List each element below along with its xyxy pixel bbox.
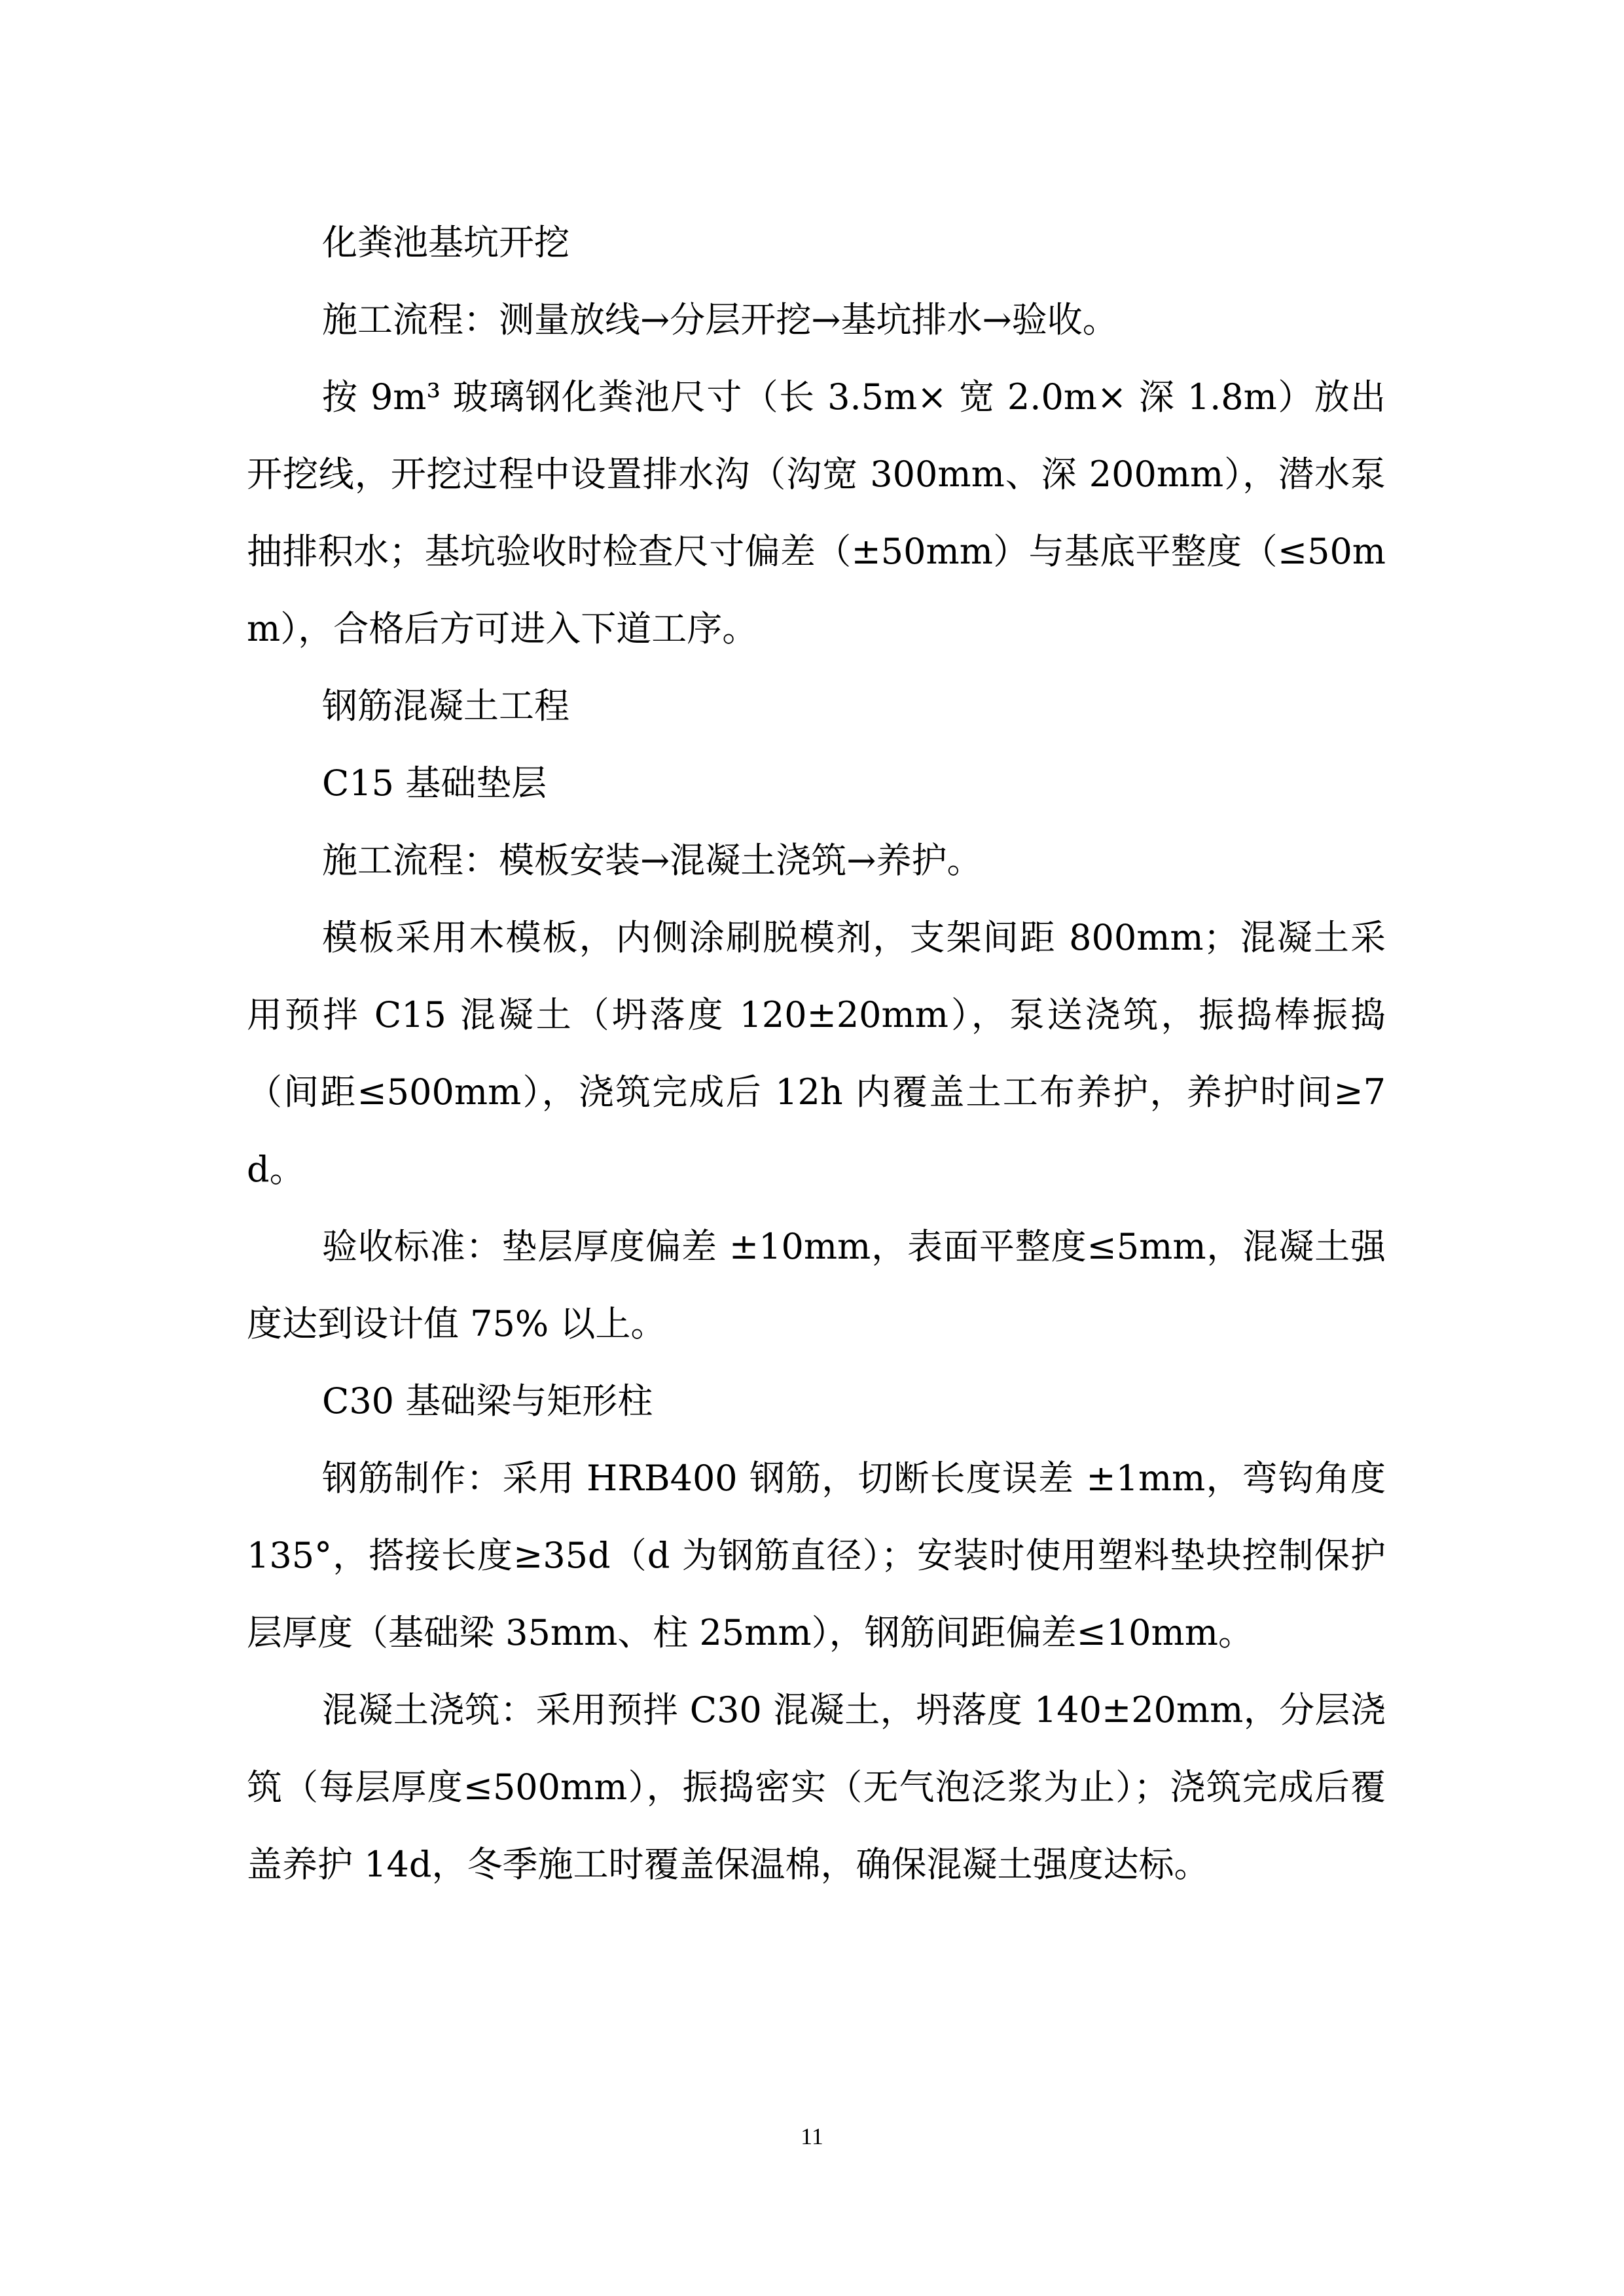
- excavation-details-paragraph: 按 9m³ 玻璃钢化粪池尺寸（长 3.5m× 宽 2.0m× 深 1.8m）放出开挖线，开挖过程中设置排水沟（沟宽 300mm、深 200mm），潜水泵抽排积水；基坑验收时检查尺寸偏差（±50mm）与基底平整度（≤50mm），合格后方可进入下道工序。: [247, 376, 1386, 649]
- section-heading-reinforced-concrete: 钢筋混凝土工程: [322, 685, 569, 726]
- cushion-process-flow: 施工流程：模板安装→混凝土浇筑→养护。: [322, 840, 983, 881]
- subheading-c15-cushion: C15 基础垫层: [322, 762, 547, 804]
- rebar-fabrication-paragraph: 钢筋制作：采用 HRB400 钢筋，切断长度误差 ±1mm，弯钩角度135°，搭接长度≥35d（d 为钢筋直径）；安装时使用塑料垫块控制保护层厚度（基础梁 35mm、柱 25mm），钢筋间距偏差≤10mm。: [247, 1458, 1386, 1653]
- page-number: 11: [801, 2123, 823, 2149]
- document-body: [247, 204, 1386, 1903]
- excavation-process-flow: 施工流程：测量放线→分层开挖→基坑排水→验收。: [322, 299, 1118, 340]
- subheading-c30-beam-column: C30 基础梁与矩形柱: [322, 1380, 653, 1422]
- cushion-acceptance-paragraph: 验收标准：垫层厚度偏差 ±10mm，表面平整度≤5mm，混凝土强度达到设计值 75% 以上。: [247, 1226, 1386, 1344]
- concrete-pouring-paragraph: 混凝土浇筑：采用预拌 C30 混凝土，坍落度 140±20mm，分层浇筑（每层厚度≤500mm），振捣密实（无气泡泛浆为止）；浇筑完成后覆盖养护 14d，冬季施工时覆盖保温棉，确保混凝土强度达标。: [247, 1689, 1386, 1885]
- section-heading-septic-tank-excavation: 化粪池基坑开挖: [322, 222, 569, 263]
- cushion-details-paragraph: 模板采用木模板，内侧涂刷脱模剂，支架间距 800mm；混凝土采用预拌 C15 混凝土（坍落度 120±20mm），泵送浇筑，振捣棒振捣（间距≤500mm），浇筑完成后 12h 内覆盖土工布养护，养护时间≥7d。: [247, 917, 1386, 1190]
